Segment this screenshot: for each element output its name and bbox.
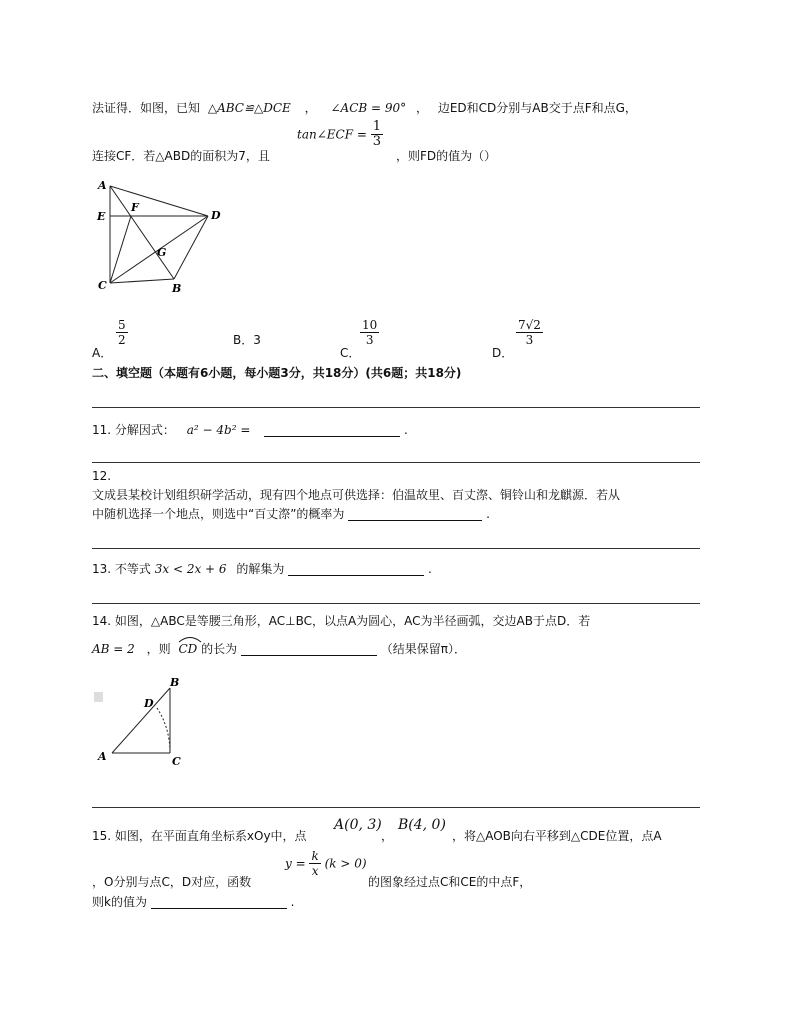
divider-q13	[92, 548, 700, 549]
q12-line1: 文成县某校计划组织研学活动，现有四个地点可供选择：伯温故里、百丈漈、铜铃山和龙麒源．若从	[92, 488, 621, 502]
q15-point-a-coord	[334, 817, 382, 833]
divider-q11	[92, 407, 700, 408]
q14-answer-blank[interactable]	[241, 643, 377, 656]
q15-line3	[92, 893, 294, 910]
q14-arc-label: CD	[178, 642, 198, 656]
q10-angle: ∠ACB = 90°	[330, 101, 407, 115]
q15-line2-text-b: 的图象经过点C和CE的中点F，	[368, 875, 532, 889]
q12-line2	[92, 505, 490, 522]
q10-option-d-den: 3	[525, 333, 534, 347]
q10-point-b: B	[172, 282, 182, 295]
q15-func-cond: (k > 0)	[324, 856, 367, 871]
q10-sep2: ，	[416, 101, 429, 115]
q10-option-d-num: 7√2	[518, 318, 541, 332]
q15-point-a: A(0, 3)	[334, 817, 382, 833]
q15-sep: ，	[381, 829, 394, 843]
q14-point-d: D	[144, 697, 154, 710]
q10-option-a-den: 2	[118, 333, 126, 347]
q10-option-b-label: B．3	[233, 333, 261, 347]
q10-point-a: A	[98, 179, 107, 192]
q10-line1	[92, 99, 637, 116]
q11	[92, 421, 408, 438]
q13-mid-text: 的解集为	[236, 562, 285, 576]
q15-line1-text-b: ，将△AOB向右平移到△CDE位置，点A	[452, 829, 662, 843]
q15-line1	[92, 827, 307, 844]
q15-answer-blank[interactable]	[151, 896, 287, 909]
q15-line1-end	[452, 827, 662, 844]
q10-option-a-num: 5	[118, 318, 126, 332]
q10-line2	[92, 147, 270, 164]
q10-option-b	[233, 331, 261, 348]
q10-line2-text-a: 连接CF．若△ABD的面积为7，且	[92, 149, 270, 163]
q13-inequality: 3x < 2x + 6	[154, 562, 227, 576]
q15-period: .	[290, 895, 295, 909]
q10-point-e: E	[97, 210, 106, 223]
q10-point-g: G	[157, 246, 167, 259]
q15-line1-text-a: 15. 如图，在平面直角坐标系xOy中，点	[92, 829, 307, 843]
q10-point-f: F	[131, 201, 139, 214]
q10-figure	[90, 176, 230, 296]
q11-answer-blank[interactable]	[264, 424, 400, 437]
q11-period: .	[404, 423, 408, 437]
q13-answer-blank[interactable]	[288, 563, 424, 576]
q10-point-d: D	[211, 209, 221, 222]
q10-tan-expression	[297, 120, 383, 149]
q12-answer-blank[interactable]	[348, 508, 482, 521]
q14-line1: 14. 如图，△ABC是等腰三角形，AC⊥BC，以点A为圆心，AC为半径画弧，交边AB于点D．若	[92, 614, 591, 628]
q15-function	[285, 849, 367, 878]
q14-point-a: A	[98, 750, 107, 763]
q14-line2	[92, 640, 466, 657]
q10-point-c: C	[98, 279, 107, 292]
q14-point-c: C	[172, 755, 181, 768]
q14-figure	[90, 676, 200, 768]
q15-point-b-coord	[398, 817, 446, 833]
q10-sep1: ，	[304, 101, 317, 115]
q15-func-den: x	[311, 864, 319, 878]
q10-tan-den: 3	[372, 134, 382, 149]
q10-line1-text-a: 法证得．如图，已知	[92, 101, 201, 115]
q15-line2-end	[368, 873, 531, 890]
q15-line2-text-a: ，O分别与点C，D对应，函数	[92, 875, 252, 889]
q11-text: 11. 分解因式：	[92, 423, 175, 437]
q10-option-c-den: 3	[365, 333, 374, 347]
q15-line3-text: 则k的值为	[92, 895, 147, 909]
q15-func-y: y =	[285, 856, 306, 871]
q11-expression: a² − 4b² =	[186, 423, 251, 437]
divider-q15	[92, 807, 700, 808]
q14-point-b: B	[170, 676, 180, 689]
q15-point-b: B(4, 0)	[398, 817, 446, 833]
q12-period: .	[486, 507, 490, 521]
q10-option-c-label: C．	[340, 346, 361, 360]
q15-line2-start	[92, 873, 251, 890]
q13-text: 13. 不等式	[92, 562, 151, 576]
q15-func-num: k	[311, 849, 319, 863]
q12-number: 12.	[92, 469, 112, 483]
q12-line2-text: 中随机选择一个地点，则选中“百丈漈”的概率为	[92, 507, 345, 521]
q10-congruence: △ABC≌△DCE	[207, 101, 291, 115]
q14-line2-text-c: （结果保留π）．	[380, 642, 467, 656]
q14-line2-text-b: 的长为	[201, 642, 238, 656]
q10-line1-text-b: 边ED和CD分别与AB交于点F和点G，	[437, 101, 637, 115]
q10-tan-label: tan∠ECF =	[297, 127, 367, 142]
q10-tan-num: 1	[372, 119, 382, 134]
q14-placeholder-icon	[94, 692, 103, 702]
q14-line2-text-a: ，则	[146, 642, 171, 656]
q10-option-d-label: D．	[492, 346, 514, 360]
q13	[92, 560, 432, 577]
q10-option-a-label: A．	[92, 346, 113, 360]
q10-line2-text-b: ，则FD的值为（）	[396, 149, 497, 163]
q10-option-c-num: 10	[362, 318, 378, 332]
section-2-heading: 二、填空题（本题有6小题，每小题3分，共18分）(共6题；共18分)	[92, 366, 462, 380]
divider-q14	[92, 603, 700, 604]
divider-q12	[92, 462, 700, 463]
q13-period: .	[428, 562, 432, 576]
q14-ab-value: AB = 2	[92, 642, 135, 656]
q10-line2-end	[396, 147, 496, 164]
